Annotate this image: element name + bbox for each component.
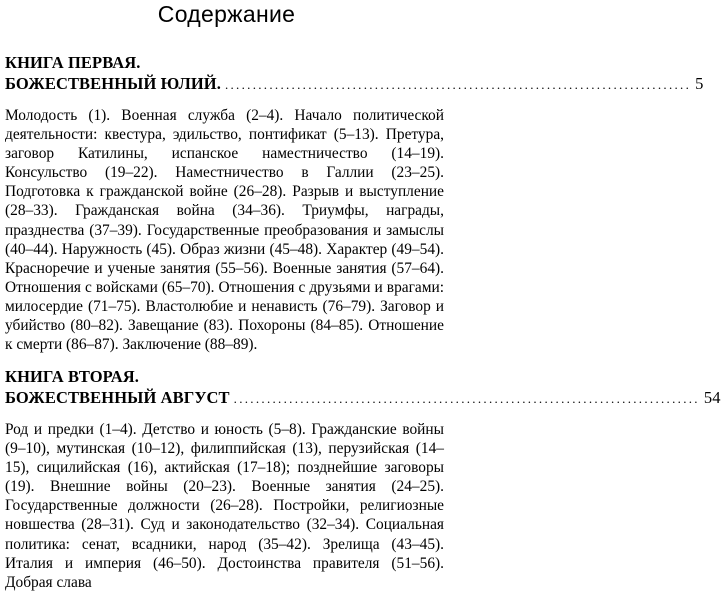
entry-heading: БОЖЕСТВЕННЫЙ ЮЛИЙ.	[5, 74, 221, 93]
book-label: КНИГА ВТОРАЯ.	[5, 367, 140, 386]
toc-section-2	[5, 367, 721, 607]
section-summary: Молодость (1). Военная служба (2–4). Начало политической деятельности: квестура, эдильство, понтификат (5–13). Претура, заговор Катилины, испанское наместничество (14–19). Консульство (19–22). Наместничество в Галлии (23–25). Подготовка к гражданской войне (26–28). Разрыв и выступление (28–33). Гражданская война (34–36). Триумфы, награды, празднества (37–39). Государственные преобразования и замыслы (40–44). Наружность (45). Образ жизни (45–48). Характер (49–54). Красноречие и ученые занятия (55–56). Военные занятия (57–64). Отношения с войсками (65–70). Отношения с друзьями и врагами: милосердие (71–75). Властолюбие и ненависть (76–79). Заговор и убийство (80–82). Завещание (83). Похороны (84–85). Отношение к смерти (86–87). Заключение (88–89).	[5, 107, 444, 354]
dot-leader: ....................................................................................	[233, 391, 700, 406]
dot-leader: ....................................................................................	[224, 77, 692, 92]
toc-section-1	[5, 53, 704, 370]
page-number: 54	[703, 388, 721, 407]
entry-heading: БОЖЕСТВЕННЫЙ АВГУСТ	[5, 388, 230, 407]
toc-entry[interactable]	[5, 387, 721, 410]
page-number: 5	[695, 74, 704, 93]
section-summary: Род и предки (1–4). Детство и юность (5–8). Гражданские войны (9–10), мутинская (10–12), филиппийская (13), перузийская (14–15), сицилийская (16), актийская (17–18); позднейшие заговоры (19). Внешние войны (20–23). Военные занятия (24–25). Государственные должности (26–28). Постройки, религиозные новшества (28–31). Суд и законодательство (32–34). Социальная политика: сенат, всадники, народ (35–42). Зрелища (43–45). Италия и империя (46–50). Достоинства правителя (51–56). Добрая слава	[5, 421, 444, 591]
toc-entry[interactable]	[5, 73, 704, 96]
page-title: Содержание	[157, 1, 296, 27]
book-label: КНИГА ПЕРВАЯ.	[5, 53, 141, 72]
